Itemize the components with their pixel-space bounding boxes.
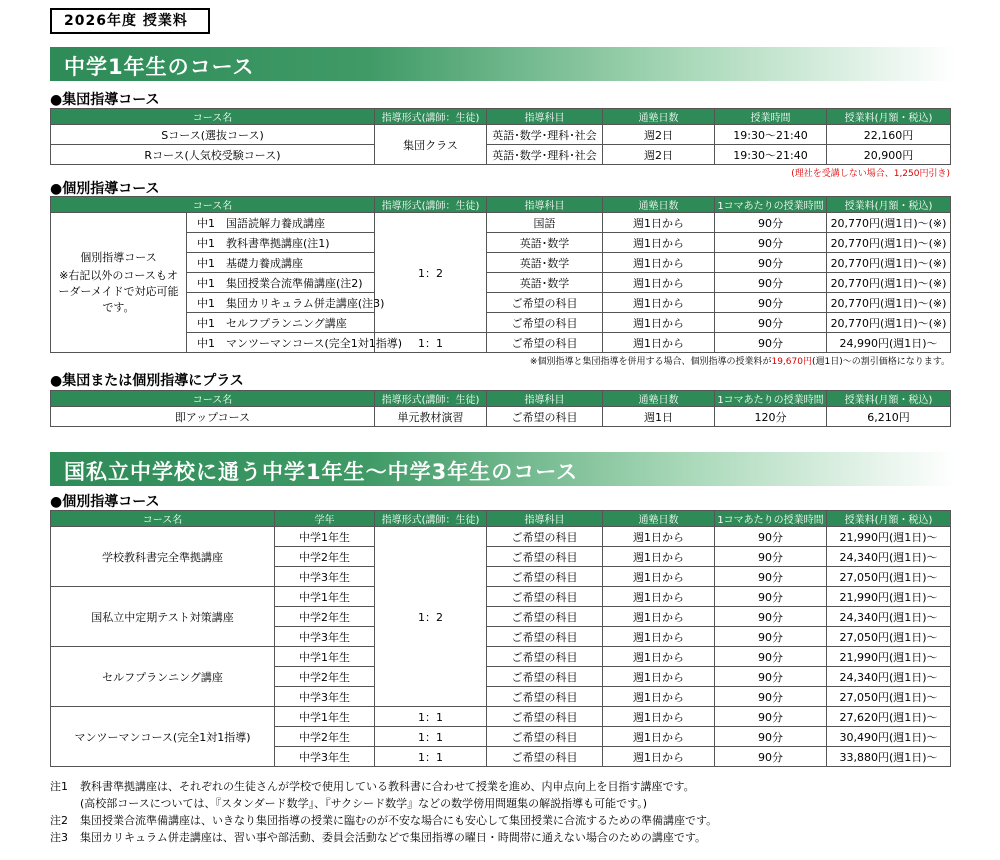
- footnote: [50, 829, 717, 846]
- days-cell: 週1日から: [603, 547, 715, 567]
- grade-cell: 中学2年生: [275, 607, 375, 627]
- time-cell: 90分: [715, 687, 827, 707]
- fee-cell: 21,990円(週1日)～: [827, 527, 951, 547]
- grade-cell: 中学3年生: [275, 567, 375, 587]
- format-cell: 単元教材演習: [375, 407, 487, 427]
- header-cell: 指導形式(講師：生徒): [375, 109, 487, 125]
- fee-cell: 27,620円(週1日)～: [827, 707, 951, 727]
- table-header-row: [51, 197, 951, 213]
- format-cell: 1：2: [375, 527, 487, 707]
- group-course-table: [50, 108, 951, 165]
- lesson-title: セルフプランニング講座: [226, 316, 347, 330]
- course-name: 即アップコース: [51, 407, 375, 427]
- days-cell: 週1日から: [603, 607, 715, 627]
- course-note: ※右記以外のコースもオーダーメイドで対応可能です。: [58, 268, 179, 314]
- days-cell: 週1日から: [603, 313, 715, 333]
- header-cell: 1コマあたりの授業時間: [715, 197, 827, 213]
- table-row: [51, 647, 951, 667]
- time-cell: 90分: [715, 667, 827, 687]
- fee-cell: 24,340円(週1日)～: [827, 667, 951, 687]
- table-header-row: [51, 511, 951, 527]
- days-cell: 週1日: [603, 407, 715, 427]
- grade-cell: 中学1年生: [275, 587, 375, 607]
- header-cell: 授業料(月額・税込): [827, 511, 951, 527]
- header-cell: 通塾日数: [603, 511, 715, 527]
- subject-cell: ご希望の科目: [487, 647, 603, 667]
- time-cell: 90分: [715, 547, 827, 567]
- header-cell: 通塾日数: [603, 109, 715, 125]
- footnote: [50, 795, 717, 812]
- time-cell: 90分: [715, 747, 827, 767]
- header-cell: 通塾日数: [603, 391, 715, 407]
- header-cell: 指導科目: [487, 511, 603, 527]
- fee-cell: 20,770円(週1日)～(※): [827, 233, 951, 253]
- time-cell: 90分: [715, 333, 827, 353]
- course-name: セルフプランニング講座: [51, 647, 275, 707]
- subject-cell: 英語･数学: [487, 273, 603, 293]
- fee-cell: 21,990円(週1日)～: [827, 587, 951, 607]
- course-name: 国私立中定期テスト対策講座: [51, 587, 275, 647]
- header-cell: 1コマあたりの授業時間: [715, 511, 827, 527]
- header-cell: コース名: [51, 109, 375, 125]
- time-cell: 90分: [715, 587, 827, 607]
- table-row: [51, 125, 951, 145]
- days-cell: 週1日から: [603, 727, 715, 747]
- fee-cell: 27,050円(週1日)～: [827, 627, 951, 647]
- subject-cell: ご希望の科目: [487, 567, 603, 587]
- course-group-cell: [51, 213, 187, 353]
- days-cell: 週1日から: [603, 527, 715, 547]
- lesson-name: [187, 273, 375, 293]
- days-cell: 週1日から: [603, 667, 715, 687]
- grade-cell: 中学3年生: [275, 747, 375, 767]
- section-group-heading: ●集団指導コース: [50, 92, 160, 108]
- subject-cell: ご希望の科目: [487, 687, 603, 707]
- days-cell: 週1日から: [603, 587, 715, 607]
- days-cell: 週2日: [603, 145, 715, 165]
- fee-cell: 21,990円(週1日)～: [827, 647, 951, 667]
- lesson-title: 集団授業合流準備講座(注2): [226, 276, 363, 290]
- grade-cell: 中学1年生: [275, 527, 375, 547]
- table-row: [51, 707, 951, 727]
- footnote: [50, 778, 717, 795]
- lesson-title: 国語読解力養成講座: [226, 216, 325, 230]
- footnote-label: 注3: [50, 831, 68, 844]
- table-row: [51, 407, 951, 427]
- lesson-title: 教科書準拠講座(注1): [226, 236, 330, 250]
- grade: 中1: [197, 256, 215, 270]
- format-cell: 1：2: [375, 213, 487, 333]
- footnote: [50, 812, 717, 829]
- days-cell: 週1日から: [603, 253, 715, 273]
- header-cell: コース名: [51, 511, 275, 527]
- fee-cell: 22,160円: [827, 125, 951, 145]
- subject-cell: ご希望の科目: [487, 587, 603, 607]
- table-row: [51, 145, 951, 165]
- time-cell: 90分: [715, 567, 827, 587]
- format-cell: 集団クラス: [375, 125, 487, 165]
- section-plus-heading: ●集団または個別指導にプラス: [50, 373, 244, 389]
- course-name: マンツーマンコース(完全1対1指導): [51, 707, 275, 767]
- header-cell: 授業料(月額・税込): [827, 197, 951, 213]
- header-cell: 指導科目: [487, 391, 603, 407]
- private-school-course-table: [50, 510, 951, 767]
- days-cell: 週1日から: [603, 293, 715, 313]
- course-name: Rコース(人気校受験コース): [51, 145, 375, 165]
- grade-cell: 中学3年生: [275, 627, 375, 647]
- days-cell: 週1日から: [603, 647, 715, 667]
- grade-cell: 中学2年生: [275, 727, 375, 747]
- fee-cell: 24,340円(週1日)～: [827, 607, 951, 627]
- note-text: ※個別指導と集団指導を併用する場合、個別指導の授業料が: [529, 357, 772, 367]
- table-header-row: [51, 391, 951, 407]
- subject-cell: 英語･数学･理科･社会: [487, 145, 603, 165]
- lesson-name: [187, 213, 375, 233]
- lesson-name: [187, 313, 375, 333]
- footnote-text: 集団カリキュラム併走講座は、習い事や部活動、委員会活動などで集団指導の曜日・時間帯に通えない場合のための講座です。: [80, 831, 707, 844]
- header-cell: 学年: [275, 511, 375, 527]
- grade-cell: 中学1年生: [275, 707, 375, 727]
- grade-cell: 中学2年生: [275, 547, 375, 567]
- individual-course-table: [50, 196, 951, 353]
- time-cell: 120分: [715, 407, 827, 427]
- days-cell: 週1日から: [603, 333, 715, 353]
- time-cell: 90分: [715, 627, 827, 647]
- table-header-row: [51, 109, 951, 125]
- days-cell: 週1日から: [603, 567, 715, 587]
- subject-cell: ご希望の科目: [487, 727, 603, 747]
- subject-cell: ご希望の科目: [487, 407, 603, 427]
- fee-cell: 20,770円(週1日)～(※): [827, 273, 951, 293]
- subject-cell: ご希望の科目: [487, 313, 603, 333]
- table-row: [51, 587, 951, 607]
- group-discount-note: (理社を受講しない場合、1,250円引き): [791, 169, 950, 179]
- header-cell: 通塾日数: [603, 197, 715, 213]
- footnote-label: 注2: [50, 814, 68, 827]
- lesson-title: マンツーマンコース(完全1対1指導): [226, 336, 403, 350]
- lesson-name: [187, 333, 403, 353]
- days-cell: 週1日から: [603, 233, 715, 253]
- fee-cell: 20,770円(週1日)～(※): [827, 293, 951, 313]
- grade-cell: 中学3年生: [275, 687, 375, 707]
- time-cell: 90分: [715, 293, 827, 313]
- time-cell: 90分: [715, 273, 827, 293]
- fee-cell: 33,880円(週1日)～: [827, 747, 951, 767]
- header-cell: 授業料(月額・税込): [827, 109, 951, 125]
- fee-cell: 20,770円(週1日)～(※): [827, 313, 951, 333]
- fee-cell: 24,340円(週1日)～: [827, 547, 951, 567]
- subject-cell: ご希望の科目: [487, 547, 603, 567]
- days-cell: 週1日から: [603, 213, 715, 233]
- time-cell: 90分: [715, 707, 827, 727]
- banner-private-school-title: 国私立中学校に通う中学1年生～中学3年生のコース: [64, 460, 579, 484]
- header-cell: 指導形式(講師：生徒): [375, 511, 487, 527]
- footnote-label: 注1: [50, 780, 68, 793]
- grade: 中1: [197, 276, 215, 290]
- note-text: (週1日)～の割引価格になります。: [811, 357, 950, 367]
- footnote-text: 集団授業合流準備講座は、いきなり集団指導の授業に臨むのが不安な場合にも安心して集団授業に合流するための準備講座です。: [80, 814, 718, 827]
- days-cell: 週1日から: [603, 273, 715, 293]
- header-cell: 授業時間: [715, 109, 827, 125]
- header-cell: 指導形式(講師：生徒): [375, 391, 487, 407]
- time-cell: 19:30～21:40: [715, 125, 827, 145]
- table-row: [51, 213, 951, 233]
- table-row: [51, 527, 951, 547]
- subject-cell: ご希望の科目: [487, 607, 603, 627]
- header-cell: 授業料(月額・税込): [827, 391, 951, 407]
- fee-cell: 20,770円(週1日)～(※): [827, 253, 951, 273]
- header-cell: コース名: [51, 197, 375, 213]
- format-cell: 1：1: [375, 333, 487, 353]
- fee-cell: 24,990円(週1日)～: [827, 333, 951, 353]
- fee-cell: 27,050円(週1日)～: [827, 567, 951, 587]
- subject-cell: 英語･数学: [487, 233, 603, 253]
- header-cell: 指導形式(講師：生徒): [375, 197, 487, 213]
- days-cell: 週1日から: [603, 747, 715, 767]
- subject-cell: 英語･数学･理科･社会: [487, 125, 603, 145]
- footnote-text: (高校部コースについては、『スタンダード数学』、『サクシード数学』などの数学傍用問題集の解説指導も可能です。): [80, 797, 648, 810]
- plus-course-table: [50, 390, 951, 427]
- format-cell: 1：1: [375, 707, 487, 727]
- fee-cell: 20,900円: [827, 145, 951, 165]
- fee-cell: 6,210円: [827, 407, 951, 427]
- fee-cell: 20,770円(週1日)～(※): [827, 213, 951, 233]
- header-cell: 指導科目: [487, 197, 603, 213]
- grade: 中1: [197, 236, 215, 250]
- header-cell: コース名: [51, 391, 375, 407]
- grade: 中1: [197, 296, 215, 310]
- footnote-text: 教科書準拠講座は、それぞれの生徒さんが学校で使用している教科書に合わせて授業を進め、内申点向上を目指す講座です。: [80, 780, 695, 793]
- lesson-title: 集団カリキュラム併走講座(注3): [226, 296, 385, 310]
- time-cell: 90分: [715, 727, 827, 747]
- grade: 中1: [197, 336, 215, 350]
- days-cell: 週2日: [603, 125, 715, 145]
- time-cell: 19:30～21:40: [715, 145, 827, 165]
- subject-cell: 国語: [487, 213, 603, 233]
- header-cell: 指導科目: [487, 109, 603, 125]
- lesson-name: [187, 233, 375, 253]
- subject-cell: ご希望の科目: [487, 707, 603, 727]
- format-cell: 1：1: [375, 747, 487, 767]
- subject-cell: ご希望の科目: [487, 627, 603, 647]
- combined-discount-note: [530, 354, 950, 367]
- format-cell: 1：1: [375, 727, 487, 747]
- days-cell: 週1日から: [603, 707, 715, 727]
- page-title: 2026年度 授業料: [50, 8, 210, 34]
- fee-cell: 27,050円(週1日)～: [827, 687, 951, 707]
- section-indiv-heading: ●個別指導コース: [50, 181, 160, 197]
- time-cell: 90分: [715, 253, 827, 273]
- subject-cell: 英語･数学: [487, 253, 603, 273]
- grade: 中1: [197, 316, 215, 330]
- time-cell: 90分: [715, 647, 827, 667]
- grade-cell: 中学1年生: [275, 647, 375, 667]
- days-cell: 週1日から: [603, 627, 715, 647]
- grade-cell: 中学2年生: [275, 667, 375, 687]
- days-cell: 週1日から: [603, 687, 715, 707]
- time-cell: 90分: [715, 527, 827, 547]
- subject-cell: ご希望の科目: [487, 333, 603, 353]
- banner-private-school: [50, 452, 956, 486]
- banner-junior1: [50, 47, 956, 81]
- time-cell: 90分: [715, 213, 827, 233]
- subject-cell: ご希望の科目: [487, 527, 603, 547]
- subject-cell: ご希望の科目: [487, 293, 603, 313]
- fee-cell: 30,490円(週1日)～: [827, 727, 951, 747]
- time-cell: 90分: [715, 233, 827, 253]
- lesson-name: [187, 293, 385, 313]
- subject-cell: ご希望の科目: [487, 747, 603, 767]
- lesson-title: 基礎力養成講座: [226, 256, 303, 270]
- course-name: 個別指導コース: [80, 250, 157, 264]
- banner-junior1-title: 中学1年生のコース: [64, 55, 255, 79]
- course-name: Sコース(選抜コース): [51, 125, 375, 145]
- header-cell: 1コマあたりの授業時間: [715, 391, 827, 407]
- footnotes: [50, 778, 717, 846]
- course-name: 学校教科書完全準拠講座: [51, 527, 275, 587]
- section-indiv2-heading: ●個別指導コース: [50, 494, 160, 510]
- time-cell: 90分: [715, 313, 827, 333]
- subject-cell: ご希望の科目: [487, 667, 603, 687]
- grade: 中1: [197, 216, 215, 230]
- time-cell: 90分: [715, 607, 827, 627]
- lesson-name: [187, 253, 375, 273]
- note-discount-price: 19,670円: [771, 357, 812, 367]
